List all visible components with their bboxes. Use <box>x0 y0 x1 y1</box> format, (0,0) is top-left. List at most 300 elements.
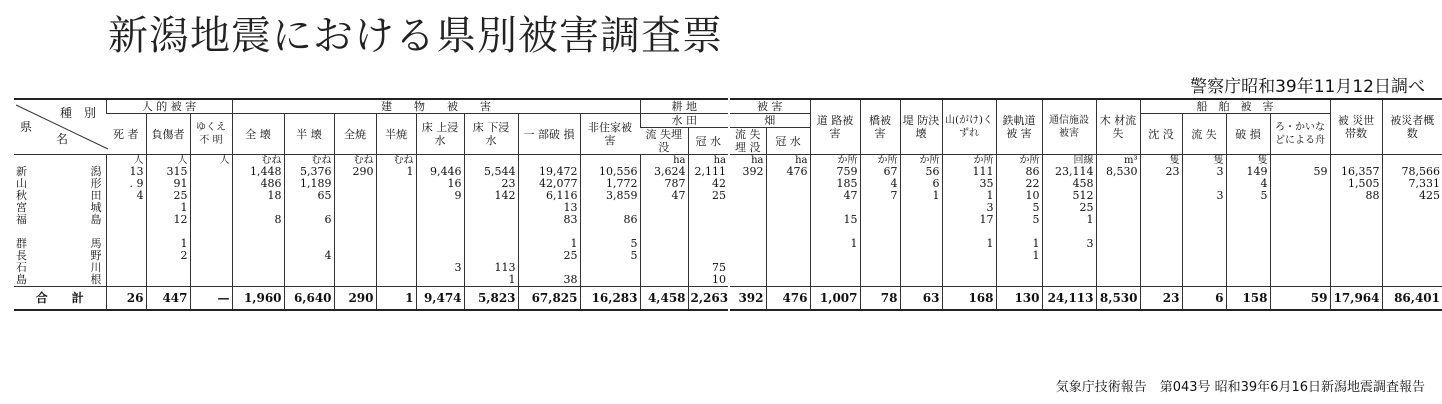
value-cell <box>766 238 810 250</box>
total-cell: 130 <box>996 287 1042 311</box>
total-cell: 476 <box>766 287 810 311</box>
value-cell <box>810 262 860 274</box>
value-cell <box>1270 190 1330 202</box>
col-header: 一 部破 損 <box>518 114 580 155</box>
prefecture-char: 根 <box>90 273 102 286</box>
prefecture-char: 潟 <box>90 165 102 178</box>
value-cell <box>942 274 996 287</box>
value-cell <box>1182 250 1226 262</box>
total-cell: 63 <box>900 287 942 311</box>
total-cell: 2,263 <box>688 287 728 311</box>
value-cell <box>416 238 464 250</box>
prefecture-char: 長 <box>16 249 27 262</box>
total-cell: 86,401 <box>1382 287 1442 311</box>
value-cell <box>1330 214 1382 226</box>
value-cell <box>1096 274 1140 287</box>
corner-name-label: 名 <box>56 132 69 146</box>
value-cell <box>1042 250 1096 262</box>
value-cell: 4 <box>860 178 900 190</box>
value-cell: 3 <box>1182 166 1226 178</box>
value-cell <box>900 238 942 250</box>
unit-cell: か所 <box>942 155 996 167</box>
group-human: 人 的 被 害 <box>106 99 232 114</box>
value-cell <box>1140 190 1182 202</box>
col-header: 道 路被 害 <box>810 99 860 155</box>
value-cell <box>900 262 942 274</box>
col-header: 非住家被 害 <box>580 114 640 155</box>
value-cell <box>860 214 900 226</box>
value-cell: 47 <box>810 190 860 202</box>
value-cell <box>1270 178 1330 190</box>
value-cell <box>106 226 146 238</box>
col-header: 堤 防決 壊 <box>900 99 942 155</box>
value-cell <box>334 250 376 262</box>
value-cell: 25 <box>1042 202 1096 214</box>
value-cell <box>1270 238 1330 250</box>
unit-cell: ha <box>766 155 810 167</box>
value-cell: 5 <box>580 250 640 262</box>
total-cell: — <box>190 287 232 311</box>
value-cell <box>232 262 284 274</box>
value-cell <box>376 226 416 238</box>
value-cell: 4 <box>1226 178 1270 190</box>
value-cell <box>688 202 728 214</box>
value-cell: 86 <box>996 166 1042 178</box>
source-citation: 気象庁技術報告 第043号 昭和39年6月16日新潟地震調査報告 <box>1055 380 1425 395</box>
value-cell <box>766 250 810 262</box>
total-cell: 392 <box>730 287 766 311</box>
value-cell <box>1140 274 1182 287</box>
value-cell: 315 <box>146 166 190 178</box>
value-cell <box>416 274 464 287</box>
value-cell: . 9 <box>106 178 146 190</box>
value-cell <box>464 214 518 226</box>
value-cell <box>900 226 942 238</box>
value-cell <box>464 238 518 250</box>
value-cell: 1,448 <box>232 166 284 178</box>
value-cell: 23,114 <box>1042 166 1096 178</box>
value-cell: 2,111 <box>688 166 728 178</box>
value-cell: 22 <box>996 178 1042 190</box>
value-cell: 5 <box>996 214 1042 226</box>
value-cell: 3,859 <box>580 190 640 202</box>
value-cell <box>376 202 416 214</box>
table-row <box>14 274 728 287</box>
value-cell <box>190 202 232 214</box>
prefecture-char: 形 <box>90 177 102 190</box>
value-cell: 10,556 <box>580 166 640 178</box>
value-cell: 512 <box>1042 190 1096 202</box>
value-cell: 18 <box>232 190 284 202</box>
value-cell <box>416 214 464 226</box>
value-cell <box>1096 202 1140 214</box>
value-cell <box>106 250 146 262</box>
table-row <box>14 190 728 202</box>
value-cell <box>1182 262 1226 274</box>
total-cell: 447 <box>146 287 190 311</box>
value-cell: 392 <box>742 165 764 178</box>
value-cell: 3 <box>942 202 996 214</box>
value-cell <box>1330 202 1382 214</box>
value-cell: 3 <box>1042 238 1096 250</box>
value-cell <box>1182 274 1226 287</box>
value-cell: 1 <box>996 238 1042 250</box>
value-cell <box>730 202 766 214</box>
value-cell: 111 <box>942 166 996 178</box>
value-cell: 88 <box>1330 190 1382 202</box>
value-cell: 10 <box>688 274 728 287</box>
corner-type-label: 種 別 <box>60 106 97 120</box>
unit-cell: 隻 <box>1140 155 1182 167</box>
value-cell <box>1270 262 1330 274</box>
value-cell: 2 <box>146 250 190 262</box>
value-cell: 25 <box>146 190 190 202</box>
value-cell: 4 <box>284 250 334 262</box>
value-cell: 15 <box>810 214 860 226</box>
corner-pref-label: 県 <box>20 120 33 134</box>
value-cell: 425 <box>1382 190 1442 202</box>
value-cell: 13 <box>518 202 580 214</box>
value-cell: 5 <box>996 202 1042 214</box>
total-cell: 5,823 <box>464 287 518 311</box>
value-cell <box>1096 226 1140 238</box>
value-cell <box>416 226 464 238</box>
value-cell <box>1226 274 1270 287</box>
value-cell <box>1330 226 1382 238</box>
value-cell <box>1096 250 1140 262</box>
value-cell: 25 <box>518 250 580 262</box>
value-cell: 13 <box>106 166 146 178</box>
value-cell: 1 <box>146 238 190 250</box>
total-cell: 290 <box>334 287 376 311</box>
group-ship: 船 舶 被 害 <box>1140 99 1330 114</box>
value-cell: 75 <box>688 262 728 274</box>
value-cell <box>996 274 1042 287</box>
total-cell: 168 <box>942 287 996 311</box>
value-cell <box>1382 214 1442 226</box>
value-cell <box>190 166 232 178</box>
value-cell: 142 <box>464 190 518 202</box>
table-row <box>14 214 728 226</box>
value-cell <box>730 274 766 287</box>
unit-cell: 人 <box>190 155 232 167</box>
value-cell: 1 <box>376 166 416 178</box>
value-cell <box>1096 262 1140 274</box>
prefecture-char: 新 <box>16 165 27 178</box>
value-cell <box>1140 238 1182 250</box>
value-cell <box>1182 202 1226 214</box>
survey-note: 警察庁昭和39年11月12日調べ <box>1190 77 1425 97</box>
value-cell <box>580 274 640 287</box>
value-cell <box>1096 238 1140 250</box>
unit-cell: 人 <box>106 155 146 167</box>
unit-cell: か所 <box>900 155 942 167</box>
prefecture-char: 福 <box>16 213 27 226</box>
value-cell: 1,505 <box>1330 178 1382 190</box>
prefecture-char: 馬 <box>90 237 102 250</box>
col-header: 流 失埋 没 <box>730 128 766 155</box>
value-cell <box>284 262 334 274</box>
value-cell <box>640 250 688 262</box>
col-header: 冠 水 <box>766 128 810 155</box>
value-cell <box>190 250 232 262</box>
value-cell: 6 <box>284 214 334 226</box>
total-cell: 6 <box>1182 287 1226 311</box>
value-cell: 86 <box>580 214 640 226</box>
value-cell: 1 <box>942 238 996 250</box>
prefecture-char: 川 <box>90 261 102 274</box>
unit-cell: ha <box>688 155 728 167</box>
value-cell <box>232 250 284 262</box>
col-header: 木 材流 失 <box>1096 99 1140 155</box>
col-header: 全 壊 <box>232 114 284 155</box>
value-cell <box>190 274 232 287</box>
value-cell <box>1270 202 1330 214</box>
value-cell <box>1226 214 1270 226</box>
col-header: 被災者概 数 <box>1382 99 1442 155</box>
prefecture-char: 田 <box>90 189 102 202</box>
value-cell <box>810 274 860 287</box>
unit-cell: m³ <box>1096 155 1140 167</box>
value-cell: 65 <box>284 190 334 202</box>
value-cell <box>334 226 376 238</box>
damage-table-left <box>14 98 728 311</box>
value-cell <box>640 274 688 287</box>
value-cell: 6 <box>900 178 942 190</box>
value-cell: 16,357 <box>1330 166 1382 178</box>
value-cell: 5 <box>1226 190 1270 202</box>
value-cell <box>334 262 376 274</box>
value-cell <box>810 250 860 262</box>
value-cell <box>1330 262 1382 274</box>
value-cell: 185 <box>810 178 860 190</box>
table-row <box>14 262 728 274</box>
value-cell <box>106 262 146 274</box>
value-cell <box>190 262 232 274</box>
value-cell <box>766 262 810 274</box>
value-cell <box>640 238 688 250</box>
value-cell <box>730 226 766 238</box>
value-cell: 3,624 <box>640 166 688 178</box>
total-cell: 67,825 <box>518 287 580 311</box>
value-cell: 5,544 <box>464 166 518 178</box>
value-cell <box>900 274 942 287</box>
value-cell: 4 <box>106 190 146 202</box>
unit-cell: 隻 <box>1182 155 1226 167</box>
table-row <box>730 202 1442 214</box>
unit-cell: か所 <box>810 155 860 167</box>
value-cell <box>942 250 996 262</box>
value-cell <box>1096 190 1140 202</box>
total-label: 合 計 <box>14 287 106 311</box>
value-cell <box>1382 202 1442 214</box>
value-cell <box>942 262 996 274</box>
value-cell: 42 <box>688 178 728 190</box>
value-cell <box>1182 214 1226 226</box>
total-cell: 1,960 <box>232 287 284 311</box>
value-cell: 1 <box>942 190 996 202</box>
value-cell: 38 <box>518 274 580 287</box>
value-cell: 25 <box>688 190 728 202</box>
value-cell: 1 <box>518 238 580 250</box>
col-header: 鉄軌道被 害 <box>996 99 1042 155</box>
value-cell <box>376 250 416 262</box>
total-cell: 23 <box>1140 287 1182 311</box>
group-farm: 耕 地 <box>640 99 728 114</box>
value-cell: 113 <box>464 262 518 274</box>
value-cell: 19,472 <box>518 166 580 178</box>
value-cell: 1 <box>810 238 860 250</box>
value-cell: 787 <box>640 178 688 190</box>
value-cell <box>190 178 232 190</box>
total-cell: 78 <box>860 287 900 311</box>
value-cell <box>1270 274 1330 287</box>
value-cell <box>376 274 416 287</box>
unit-cell: 隻 <box>1226 155 1270 167</box>
prefecture-cell <box>14 214 106 226</box>
value-cell <box>1182 238 1226 250</box>
value-cell: 1,772 <box>580 178 640 190</box>
value-cell <box>376 190 416 202</box>
value-cell: 1,189 <box>284 178 334 190</box>
value-cell <box>1140 262 1182 274</box>
value-cell <box>1330 250 1382 262</box>
value-cell: 1 <box>996 250 1042 262</box>
value-cell: 6,116 <box>518 190 580 202</box>
value-cell <box>860 226 900 238</box>
prefecture-char: 群 <box>16 237 27 250</box>
value-cell <box>1182 226 1226 238</box>
value-cell <box>860 274 900 287</box>
value-cell: 7 <box>860 190 900 202</box>
total-row <box>14 287 728 311</box>
col-header: 負傷者 <box>146 114 190 155</box>
prefecture-char: 野 <box>90 249 102 262</box>
table-row <box>14 226 728 238</box>
value-cell <box>1270 250 1330 262</box>
col-header: 被 災世帯数 <box>1330 99 1382 155</box>
value-cell <box>900 202 942 214</box>
total-cell: 6,640 <box>284 287 334 311</box>
value-cell <box>730 250 766 262</box>
total-cell: 59 <box>1270 287 1330 311</box>
col-header: ゆくえ不 明 <box>190 114 232 155</box>
col-header: 沈 没 <box>1140 114 1182 155</box>
value-cell <box>1096 178 1140 190</box>
value-cell <box>190 190 232 202</box>
value-cell <box>464 226 518 238</box>
value-cell <box>1226 250 1270 262</box>
value-cell <box>1042 262 1096 274</box>
unit-cell: むね <box>232 155 284 167</box>
total-cell: 17,964 <box>1330 287 1382 311</box>
value-cell: 3 <box>1182 190 1226 202</box>
value-cell <box>284 274 334 287</box>
value-cell: 759 <box>810 166 860 178</box>
prefecture-char: 山 <box>16 177 27 190</box>
value-cell <box>1330 274 1382 287</box>
value-cell <box>730 214 766 226</box>
value-cell <box>1140 226 1182 238</box>
value-cell <box>376 262 416 274</box>
value-cell <box>640 214 688 226</box>
value-cell <box>766 274 810 287</box>
value-cell <box>334 214 376 226</box>
value-cell: 17 <box>942 214 996 226</box>
value-cell <box>1140 202 1182 214</box>
table-row <box>730 238 1442 250</box>
value-cell: 83 <box>518 214 580 226</box>
value-cell <box>766 202 810 214</box>
prefecture-char: 島 <box>16 273 27 286</box>
value-cell <box>730 190 766 202</box>
value-cell: 9 <box>416 190 464 202</box>
value-cell <box>860 238 900 250</box>
value-cell: 8 <box>232 214 284 226</box>
value-cell <box>146 262 190 274</box>
col-header: 床 下浸 水 <box>464 114 518 155</box>
value-cell <box>1382 262 1442 274</box>
table-row <box>730 250 1442 262</box>
value-cell: 3 <box>416 262 464 274</box>
value-cell <box>1382 274 1442 287</box>
table-row <box>730 262 1442 274</box>
value-cell: 10 <box>996 190 1042 202</box>
value-cell: 5,376 <box>284 166 334 178</box>
value-cell <box>730 178 766 190</box>
value-cell <box>580 262 640 274</box>
value-cell <box>376 178 416 190</box>
value-cell <box>284 226 334 238</box>
col-header: ろ・かいなどによる舟 <box>1270 114 1330 155</box>
prefecture-char: 石 <box>16 261 27 274</box>
total-cell: 1 <box>376 287 416 311</box>
col-header: 山(がけ)くずれ <box>942 99 996 155</box>
value-cell: 290 <box>334 166 376 178</box>
table-row <box>730 274 1442 287</box>
value-cell: 486 <box>232 178 284 190</box>
value-cell <box>900 214 942 226</box>
corner-header <box>14 99 106 155</box>
value-cell: 5 <box>580 238 640 250</box>
unit-cell: むね <box>284 155 334 167</box>
value-cell: 23 <box>464 178 518 190</box>
total-row <box>730 287 1442 311</box>
total-cell: 1,007 <box>810 287 860 311</box>
value-cell <box>146 274 190 287</box>
group-damage: 被 害 <box>730 99 810 114</box>
value-cell <box>1140 250 1182 262</box>
value-cell <box>376 238 416 250</box>
value-cell: 12 <box>146 214 190 226</box>
value-cell <box>1226 262 1270 274</box>
col-header: 冠 水 <box>688 128 728 155</box>
unit-cell: むね <box>376 155 416 167</box>
col-header: 全焼 <box>334 114 376 155</box>
prefecture-char: 島 <box>90 213 102 226</box>
unit-cell: 人 <box>146 155 190 167</box>
value-cell <box>232 226 284 238</box>
value-cell <box>1226 202 1270 214</box>
value-cell: 476 <box>766 166 810 178</box>
prefecture-char: 宮 <box>16 201 27 214</box>
value-cell <box>1270 214 1330 226</box>
value-cell <box>416 202 464 214</box>
value-cell: 9,446 <box>416 166 464 178</box>
value-cell: 16 <box>416 178 464 190</box>
value-cell <box>640 262 688 274</box>
unit-cell: むね <box>334 155 376 167</box>
